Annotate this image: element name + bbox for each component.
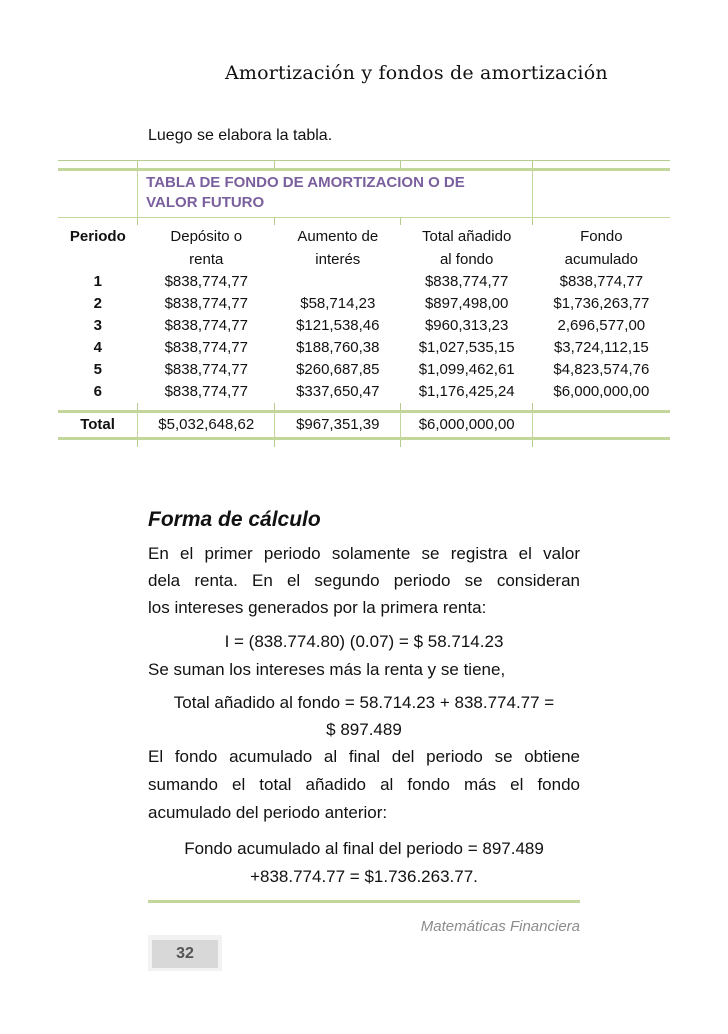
period-cell: 1 [93, 273, 102, 290]
table-title [138, 170, 533, 218]
table-row [58, 359, 670, 381]
table-row [58, 315, 670, 337]
added-cell: $960,313,23 [424, 317, 509, 334]
deposit-cell: $838,774,77 [164, 361, 248, 378]
table-row [58, 337, 670, 359]
amortization-table-container [58, 160, 670, 447]
column-header-line2: al fondo [439, 251, 494, 268]
table-row [58, 271, 670, 293]
column-header [533, 225, 670, 271]
table-header-row [58, 225, 670, 271]
column-header-line2: acumulado [564, 251, 639, 268]
interest-cell: $121,538,46 [296, 317, 380, 334]
added-cell: $1,027,535,15 [418, 339, 515, 356]
paragraph-line: los intereses generados por la primera renta: [148, 598, 487, 617]
table-top-spacer [58, 161, 670, 170]
column-header-line1: Total añadido [422, 228, 512, 245]
table-title-line2: VALOR FUTURO [146, 194, 265, 211]
footer-book-title: Matemáticas Financiera [420, 918, 580, 935]
added-cell: $1,099,462,61 [418, 361, 515, 378]
interest-cell: $337,650,47 [296, 383, 380, 400]
table-bottom-spacer [58, 439, 670, 448]
paragraph-line: En el primer periodo solamente se registra el valor [148, 544, 580, 563]
accumulated-cell: $1,736,263,77 [553, 295, 650, 312]
table-row [58, 381, 670, 403]
deposit-cell: $838,774,77 [164, 383, 248, 400]
accumulated-cell: $4,823,574,76 [553, 361, 650, 378]
column-header-line2: renta [189, 251, 224, 268]
accumulated-cell: $838,774,77 [559, 273, 644, 290]
paragraph-line: dela renta. En el segundo periodo se consideran [148, 571, 580, 590]
amortization-table [58, 160, 670, 447]
accumulated-cell: $3,724,112,15 [553, 339, 649, 356]
total-interest: $967,351,39 [275, 412, 401, 439]
total-added: $6,000,000,00 [401, 412, 533, 439]
table-pre-total-spacer [58, 403, 670, 412]
added-cell: $838,774,77 [424, 273, 509, 290]
formula-accumulated-result: +838.774.77 = $1.736.263.77. [250, 867, 478, 886]
column-header-line2: interés [315, 251, 361, 268]
deposit-cell: $838,774,77 [164, 339, 248, 356]
deposit-cell: $838,774,77 [164, 317, 248, 334]
formula-accumulated: Fondo acumulado al final del periodo = 897.489 [184, 839, 544, 858]
interest-cell: $58,714,23 [300, 295, 376, 312]
accumulated-cell: 2,696,577,00 [557, 317, 646, 334]
page-header-title: Amortización y fondos de amortización [225, 62, 608, 84]
paragraph-line: El fondo acumulado al final del periodo se obtiene [148, 747, 580, 766]
period-cell: 3 [93, 317, 102, 334]
column-header-line1: Aumento de [297, 228, 379, 245]
column-header-line1: Periodo [69, 228, 126, 245]
accumulated-cell: $6,000,000,00 [553, 383, 650, 400]
section-title: Forma de cálculo [148, 508, 321, 531]
footer-divider [148, 900, 580, 903]
total-label: Total [58, 412, 138, 439]
added-cell: $1,176,425,24 [418, 383, 515, 400]
paragraph-line: Se suman los intereses más la renta y se tiene, [148, 660, 506, 679]
table-total-row [58, 412, 670, 439]
total-accumulated [533, 412, 670, 439]
period-cell: 2 [93, 295, 102, 312]
column-header [401, 225, 533, 271]
period-cell: 6 [93, 383, 102, 400]
column-header [275, 225, 401, 271]
table-row [58, 293, 670, 315]
total-deposit: $5,032,648,62 [138, 412, 275, 439]
formula-total-added-result: $ 897.489 [326, 720, 402, 739]
deposit-cell: $838,774,77 [164, 273, 248, 290]
intro-text: Luego se elabora la tabla. [148, 127, 333, 144]
page-number: 32 [152, 940, 218, 968]
period-cell: 4 [93, 339, 102, 356]
column-header-line1: Depósito o [170, 228, 243, 245]
column-header-line1: Fondo [580, 228, 623, 245]
interest-cell [275, 271, 401, 293]
interest-cell: $188,760,38 [296, 339, 380, 356]
interest-cell: $260,687,85 [296, 361, 380, 378]
table-title-line1: TABLA DE FONDO DE AMORTIZACION O DE [146, 174, 465, 191]
formula-interest: I = (838.774.80) (0.07) = $ 58.714.23 [224, 632, 504, 651]
table-title-spacer [58, 218, 670, 226]
deposit-cell: $838,774,77 [164, 295, 248, 312]
column-header [58, 225, 138, 271]
column-header [138, 225, 275, 271]
added-cell: $897,498,00 [424, 295, 509, 312]
table-title-row [58, 170, 670, 218]
formula-total-added: Total añadido al fondo = 58.714.23 + 838.774.77 = [173, 693, 555, 712]
period-cell: 5 [93, 361, 102, 378]
paragraph-line: acumulado del periodo anterior: [148, 803, 388, 822]
paragraph-line: sumando el total añadido al fondo más el fondo [148, 775, 580, 794]
